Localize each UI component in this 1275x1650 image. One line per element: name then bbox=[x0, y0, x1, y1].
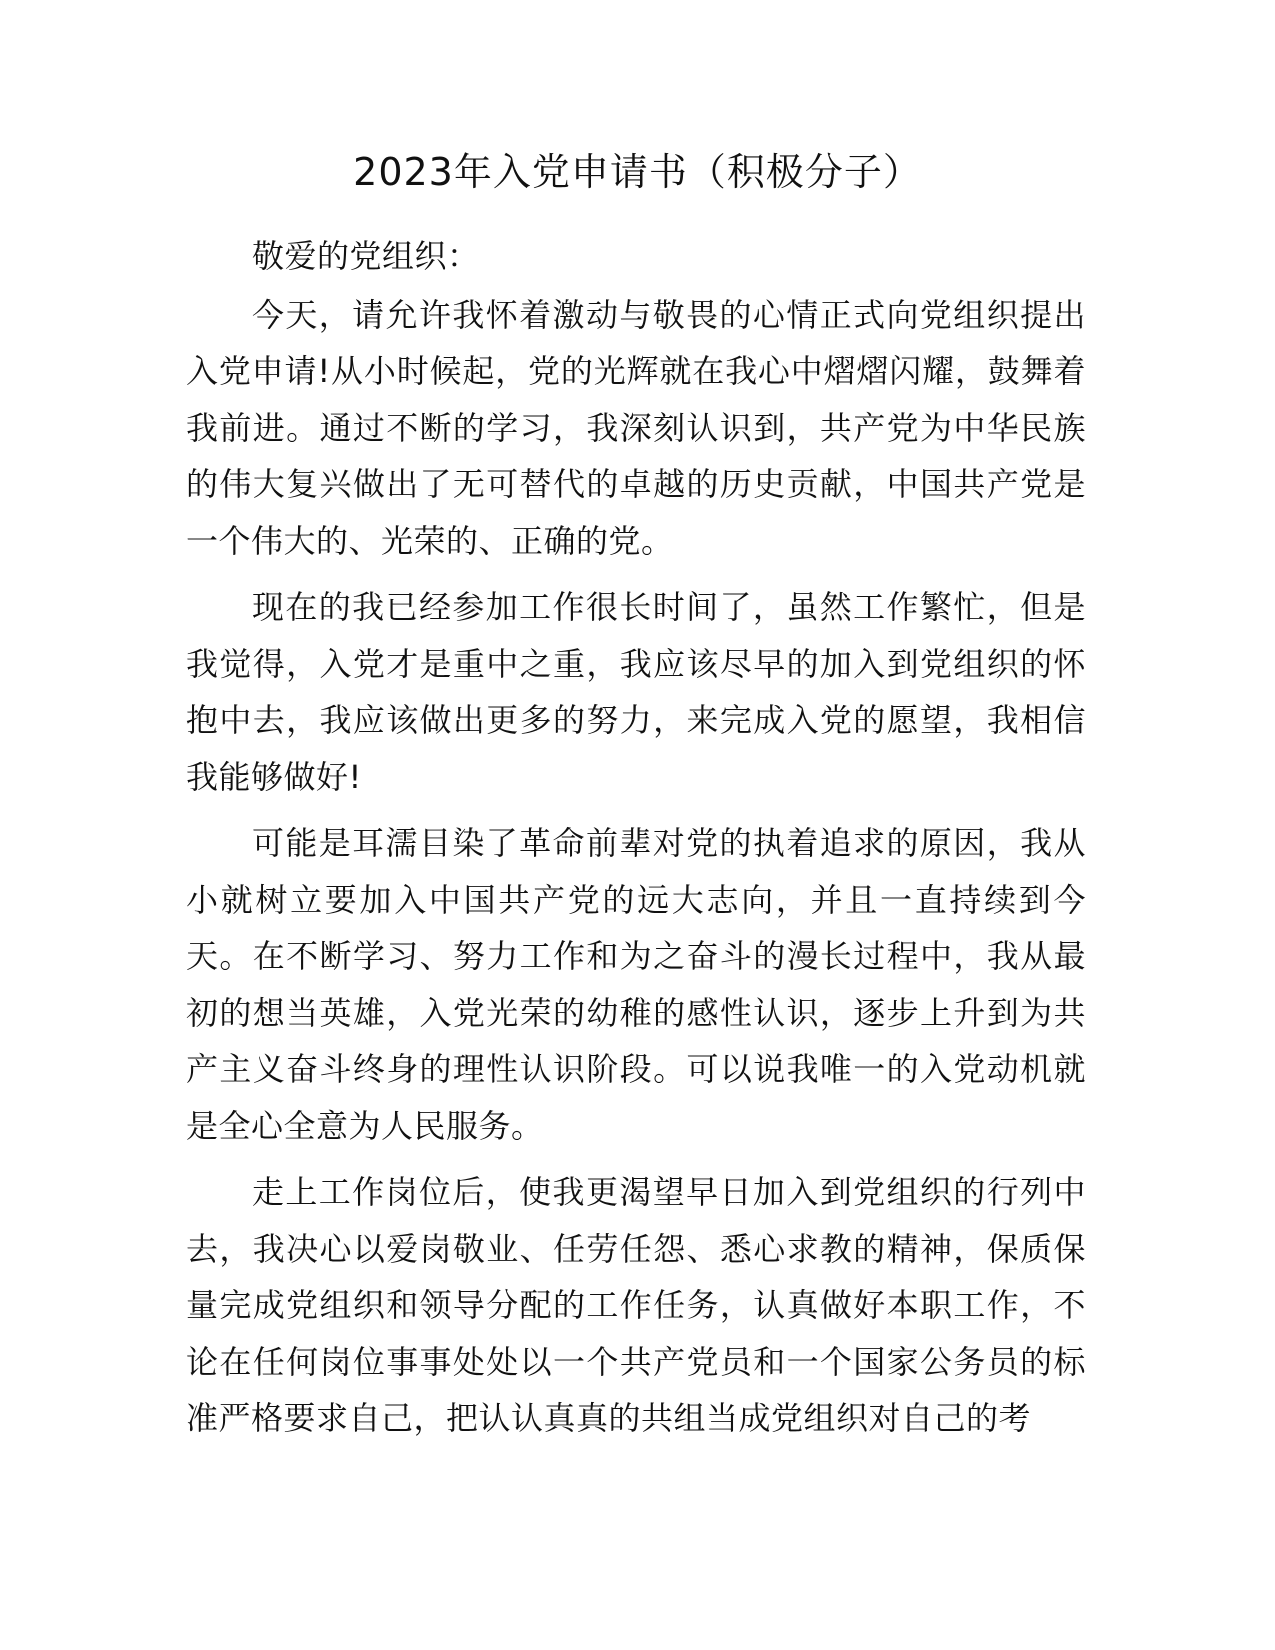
paragraph-2: 现在的我已经参加工作很长时间了，虽然工作繁忙，但是我觉得，入党才是重中之重，我应该尽早的加入到党组织的怀抱中去，我应该做出更多的努力，来完成入党的愿望，我相信我能够做好! bbox=[186, 588, 1086, 796]
document-body bbox=[186, 228, 1086, 1457]
paragraph-4: 走上工作岗位后，使我更渴望早日加入到党组织的行列中去，我决心以爱岗敬业、任劳任怨、悉心求教的精神，保质保量完成党组织和领导分配的工作任务，认真做好本职工作，不论在任何岗位事事处处以一个共产党员和一个国家公务员的标准严格要求自己，把认认真真的共组当成党组织对自己的考 bbox=[186, 1173, 1086, 1437]
salutation: 敬爱的党组织： bbox=[252, 237, 480, 275]
paragraph-1: 今天，请允许我怀着激动与敬畏的心情正式向党组织提出入党申请!从小时候起，党的光辉就在我心中熠熠闪耀，鼓舞着我前进。通过不断的学习，我深刻认识到，共产党为中华民族的伟大复兴做出了无可替代的卓越的历史贡献，中国共产党是一个伟大的、光荣的、正确的党。 bbox=[186, 295, 1086, 560]
document-title: 2023年入党申请书（积极分子） bbox=[353, 150, 922, 194]
paragraph-3: 可能是耳濡目染了革命前辈对党的执着追求的原因，我从小就树立要加入中国共产党的远大志向，并且一直持续到今天。在不断学习、努力工作和为之奋斗的漫长过程中，我从最初的想当英雄，入党光荣的幼稚的感性认识，逐步上升到为共产主义奋斗终身的理性认识阶段。可以说我唯一的入党动机就是全心全意为人民服务。 bbox=[186, 824, 1086, 1145]
